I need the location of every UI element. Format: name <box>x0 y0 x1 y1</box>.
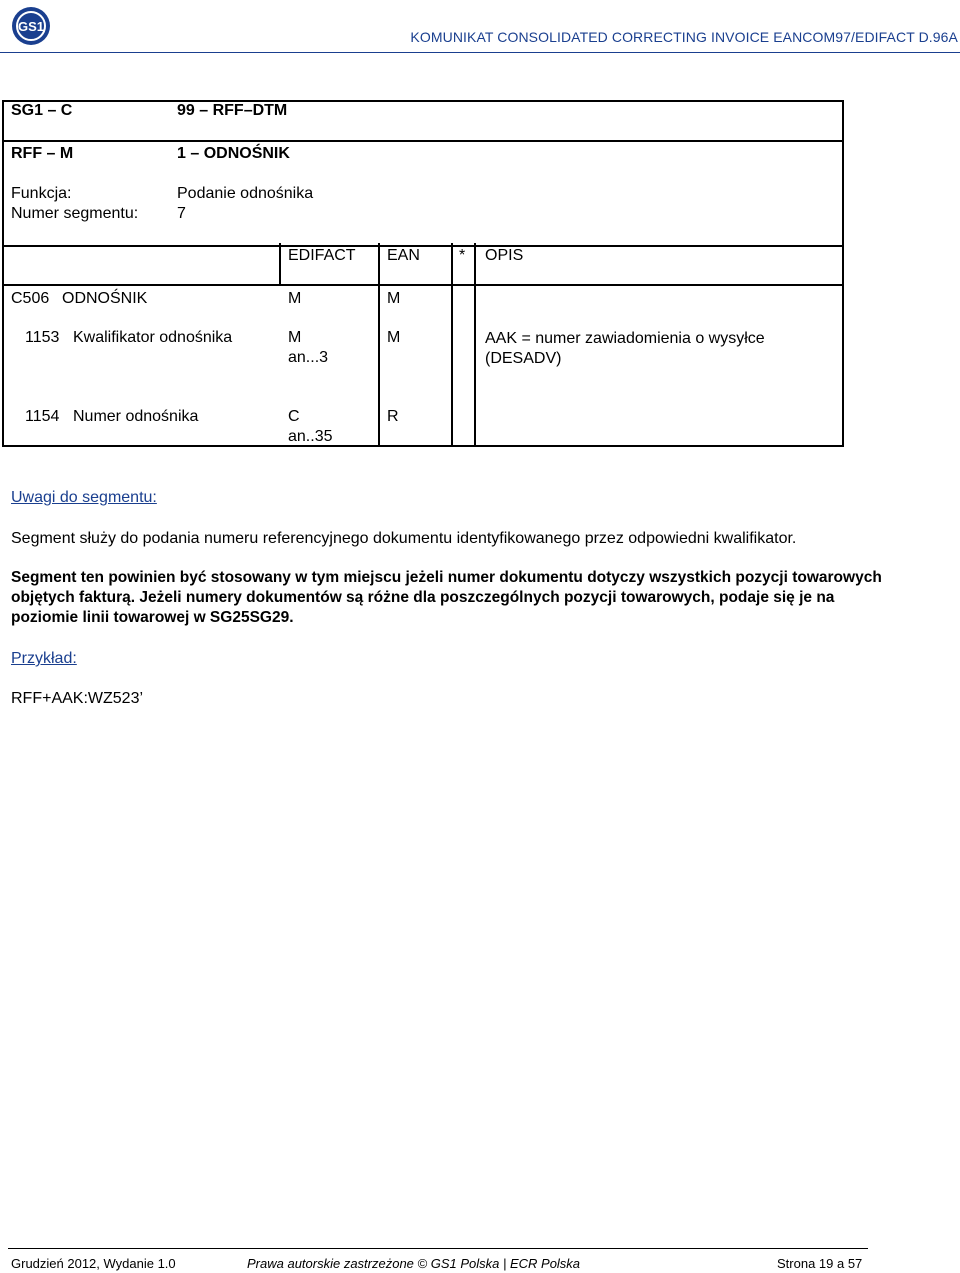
table-header-divider <box>2 284 844 286</box>
row-edifact-format: an...3 <box>288 349 329 366</box>
row-ean: M <box>387 290 401 307</box>
row-name: Numer odnośnika <box>73 408 199 425</box>
row-name: Kwalifikator odnośnika <box>73 329 233 346</box>
row-edifact-format: an..35 <box>288 428 333 445</box>
segment-name-value: 1 – ODNOŚNIK <box>177 145 290 162</box>
funkcja-value: Podanie odnośnika <box>177 185 314 202</box>
segment-box-divider <box>4 140 842 142</box>
row-code: C506 <box>11 290 50 307</box>
row-edifact: M <box>288 290 302 307</box>
notes-bold-paragraph: Segment ten powinien być stosowany w tym miejscu jeżeli numer dokumentu dotyczy wszystkich pozycji towarowych objętych fakturą. Jeżeli numery dokumentów są różne dla poszczególnych pozycji towarowych, podaje się je na poziomie linii towarowej w SG25SG29. <box>11 569 882 626</box>
row-code: 1154 <box>25 408 60 425</box>
numer-segmentu-label: Numer segmentu: <box>11 205 139 222</box>
segment-group-label: SG1 – C <box>11 102 73 119</box>
row-edifact: M <box>288 329 302 346</box>
col-header-opis: OPIS <box>485 247 524 264</box>
gs1-logo <box>11 6 55 46</box>
col-line-edifact <box>279 243 281 285</box>
notes-paragraph: Segment służy do podania numeru referencyjnego dokumentu identyfikowanego przez odpowiedni kwalifikator. <box>11 530 797 547</box>
segment-info-box <box>2 100 844 247</box>
row-opis: AAK = numer zawiadomienia o wysyłce (DESADV) <box>485 330 765 367</box>
przyklad-heading: Przykład: <box>11 650 77 667</box>
funkcja-label: Funkcja: <box>11 185 72 202</box>
numer-segmentu-value: 7 <box>177 205 186 222</box>
svg-text:GS1: GS1 <box>17 19 45 34</box>
footer-copyright: Prawa autorskie zastrzeżone © GS1 Polska | ECR Polska <box>247 1256 581 1271</box>
footer-date: Grudzień 2012, Wydanie 1.0 <box>11 1256 176 1271</box>
header-divider <box>0 52 960 53</box>
segment-group-value: 99 – RFF–DTM <box>177 102 288 119</box>
row-ean: M <box>387 329 401 346</box>
col-line-star <box>451 243 453 447</box>
segment-name-label: RFF – M <box>11 145 74 162</box>
row-name: ODNOŚNIK <box>62 290 148 307</box>
col-header-edifact: EDIFACT <box>288 247 356 264</box>
row-ean: R <box>387 408 399 425</box>
col-line-ean <box>378 243 380 447</box>
row-edifact: C <box>288 408 300 425</box>
footer-divider <box>8 1248 868 1249</box>
row-code: 1153 <box>25 329 60 346</box>
uwagi-heading: Uwagi do segmentu: <box>11 489 157 506</box>
example-text: RFF+AAK:WZ523’ <box>11 690 144 707</box>
col-header-star: * <box>459 247 466 264</box>
footer-page-number: Strona 19 a 57 <box>777 1256 863 1271</box>
col-header-ean: EAN <box>387 247 420 264</box>
col-line-opis <box>474 243 476 447</box>
document-title: KOMUNIKAT CONSOLIDATED CORRECTING INVOICE EANCOM97/EDIFACT D.96A <box>410 29 958 45</box>
